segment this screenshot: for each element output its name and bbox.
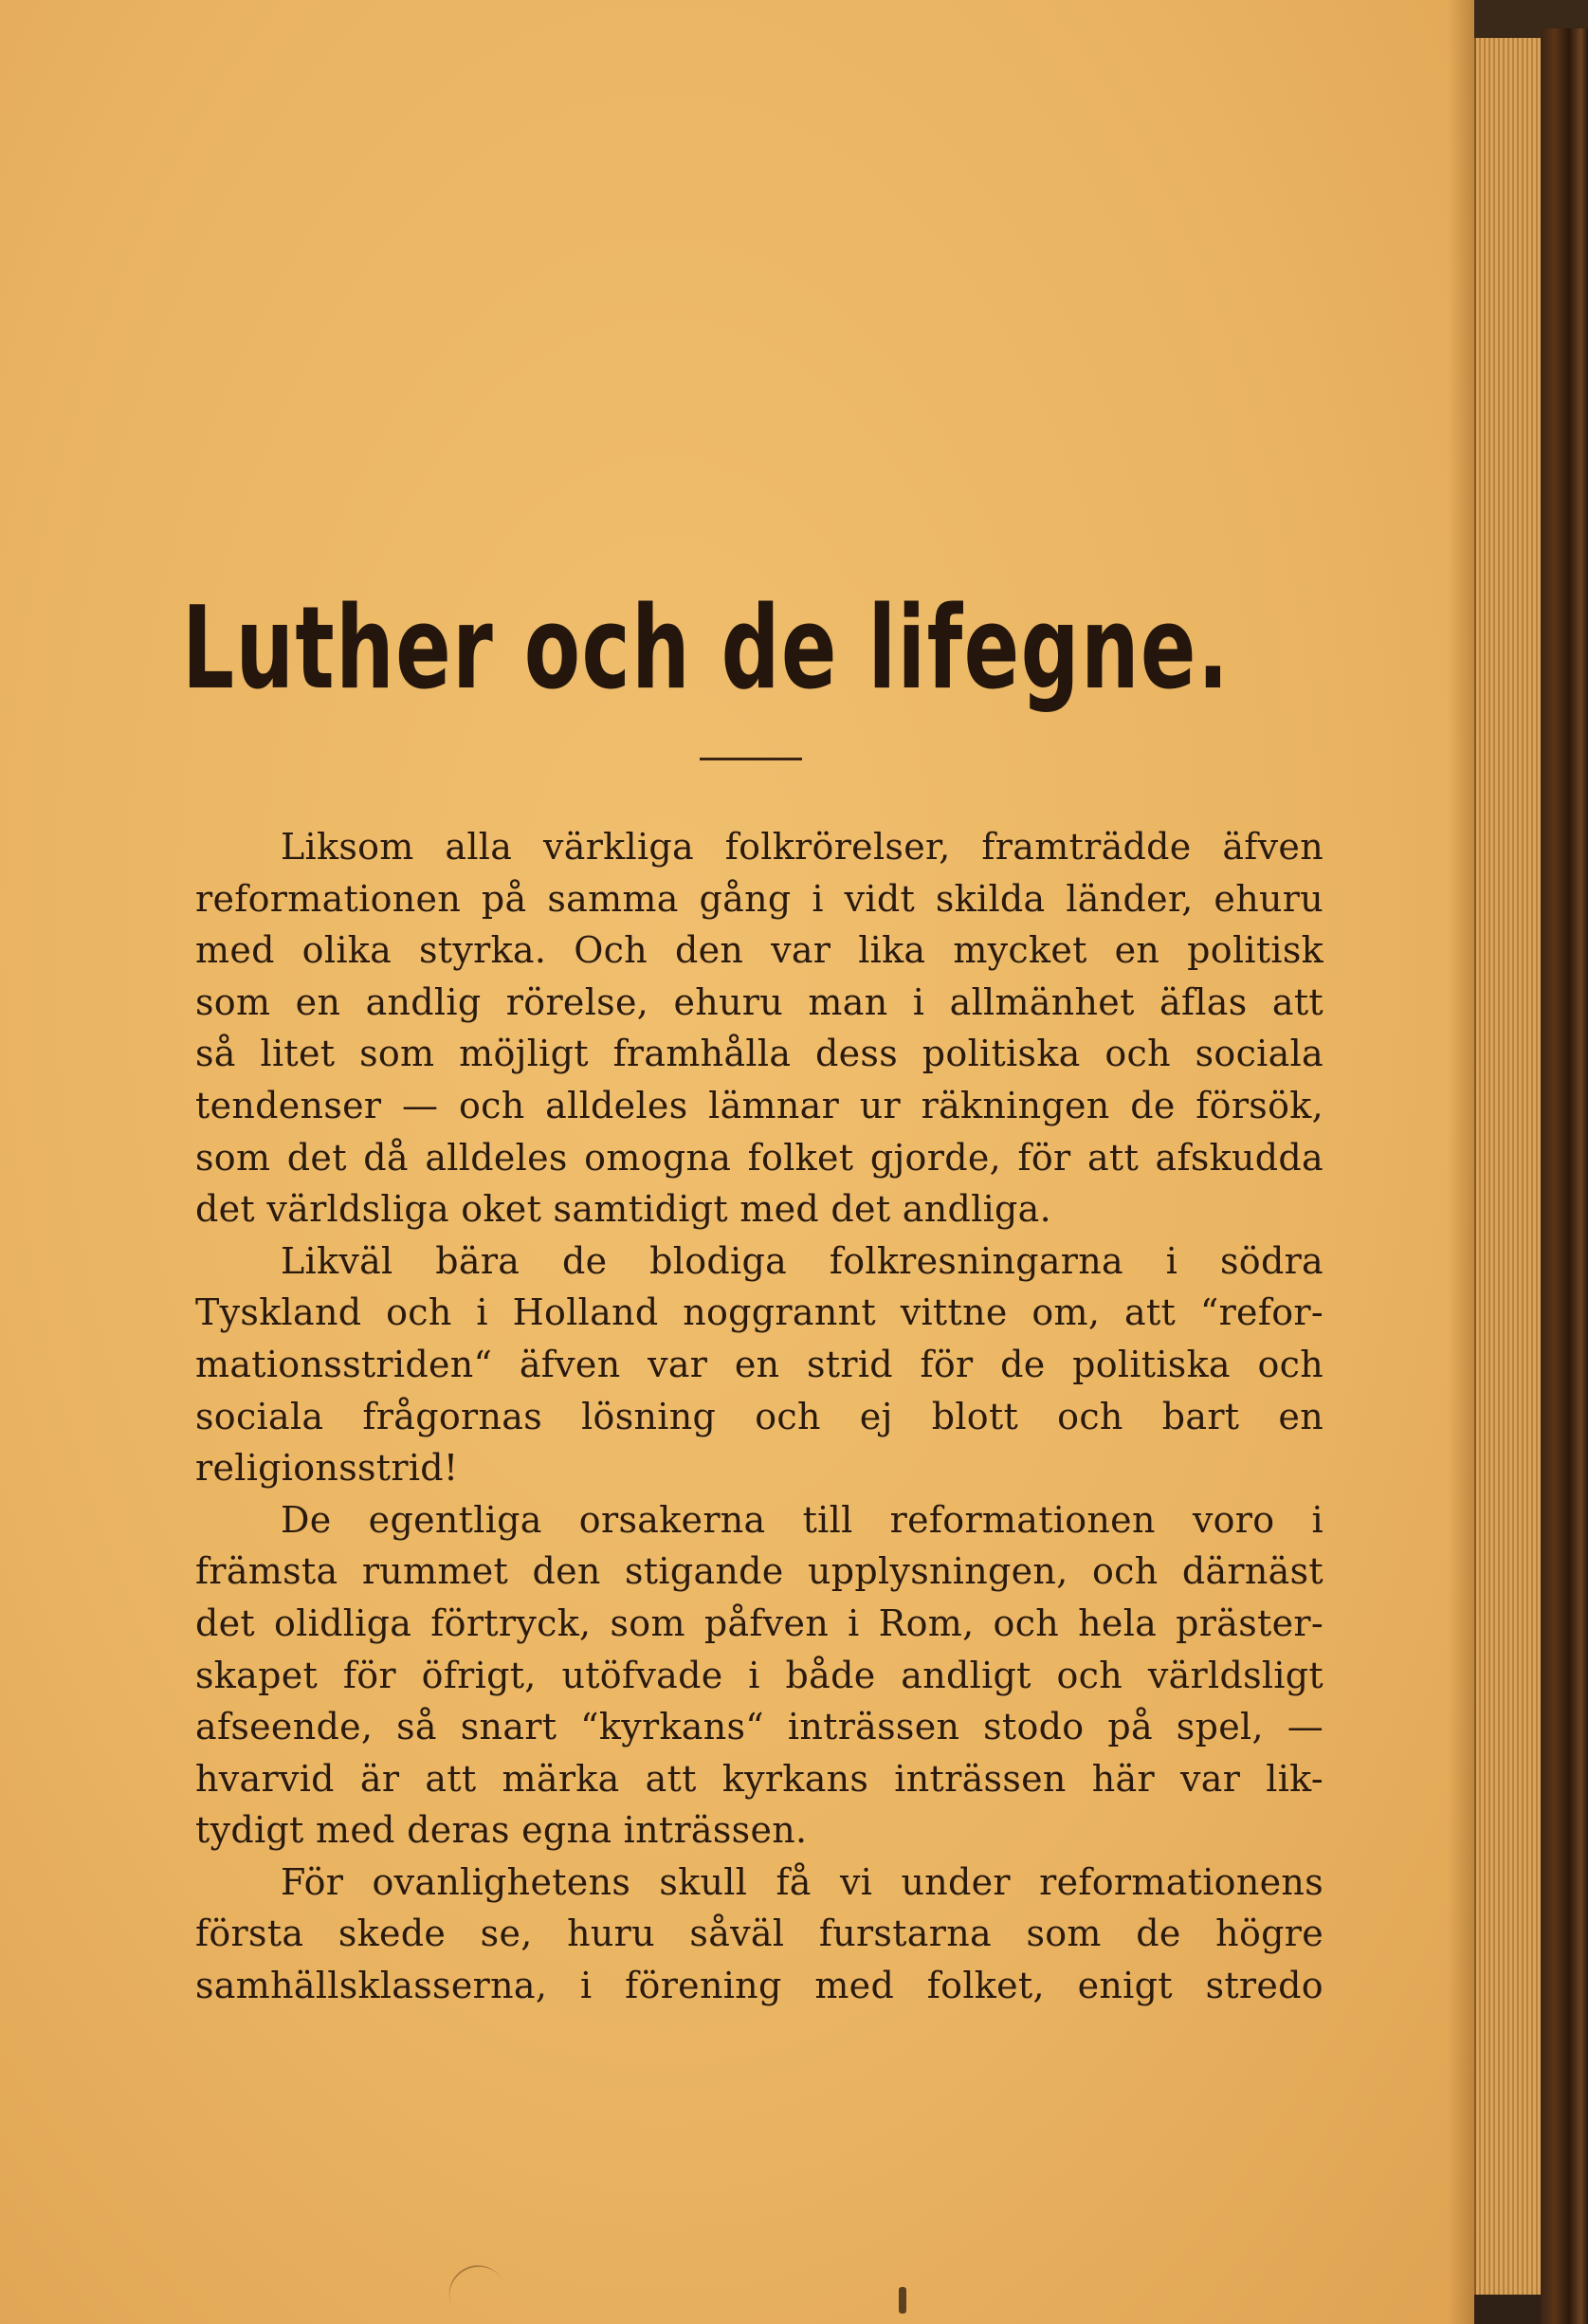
chapter-title: Luther och de lifegne. [181, 583, 1231, 715]
paragraph-3 [195, 1494, 1323, 1857]
text-line: Likväl bära de blodiga folkresningarna i södra [281, 1239, 1323, 1282]
text-line: det världsliga oket samtidigt med det andliga. [195, 1188, 1052, 1231]
text-line: skapet för öfrigt, utöfvade i både andligt och världsligt [195, 1654, 1323, 1696]
text-line: tendenser — och alldeles lämnar ur räkningen de försök, [195, 1084, 1323, 1126]
text-line: med olika styrka. Och den var lika mycket en politisk [195, 929, 1323, 972]
text-line: så litet som möjligt framhålla dess politiska och sociala [195, 1033, 1323, 1075]
text-line: hvarvid är att märka att kyrkans inträssen här var lik- [195, 1757, 1323, 1800]
text-line: samhällsklasserna, i förening med folket, enigt stredo [195, 1965, 1323, 2007]
text-line: mationsstriden“ äfven var en strid för de politiska och [195, 1343, 1323, 1385]
text-line: religionsstrid! [195, 1447, 459, 1490]
title-rule [700, 758, 802, 760]
text-line: sociala frågornas lösning och ej blott och bart en [195, 1395, 1323, 1437]
page-ink-mark [899, 2287, 906, 2314]
page-stain-mark [440, 2256, 508, 2315]
paragraph-4 [195, 1857, 1323, 2012]
book-cover [1541, 28, 1588, 2324]
text-line: reformationen på samma gång i vidt skilda länder, ehuru [195, 877, 1323, 920]
text-line: afseende, så snart “kyrkans“ inträssen stodo på spel, — [195, 1706, 1323, 1748]
text-line: som det då alldeles omogna folket gjorde, för att afskudda [195, 1136, 1323, 1179]
text-line: som en andlig rörelse, ehuru man i allmänhet äflas att [195, 980, 1323, 1023]
paragraph-2 [195, 1235, 1323, 1494]
text-line: tydigt med deras egna inträssen. [195, 1809, 808, 1852]
body-text [195, 821, 1323, 2012]
text-line: Liksom alla värkliga folkrörelser, framträdde äfven [281, 826, 1323, 868]
text-line: För ovanlighetens skull få vi under reformationens [281, 1860, 1323, 1903]
text-line: De egentliga orsakerna till reformationen voro i [281, 1498, 1323, 1541]
text-line: Tyskland och i Holland noggrannt vittne om, att “refor- [195, 1291, 1323, 1334]
paragraph-1 [195, 821, 1323, 1235]
text-line: främsta rummet den stigande upplysningen, och därnäst [195, 1550, 1323, 1593]
page-gutter-shadow [1448, 0, 1474, 2324]
text-line: första skede se, huru såväl furstarna som de högre [195, 1912, 1323, 1955]
text-line: det olidliga förtryck, som påfven i Rom, och hela präster- [195, 1601, 1323, 1644]
page-edges [1474, 38, 1542, 2295]
